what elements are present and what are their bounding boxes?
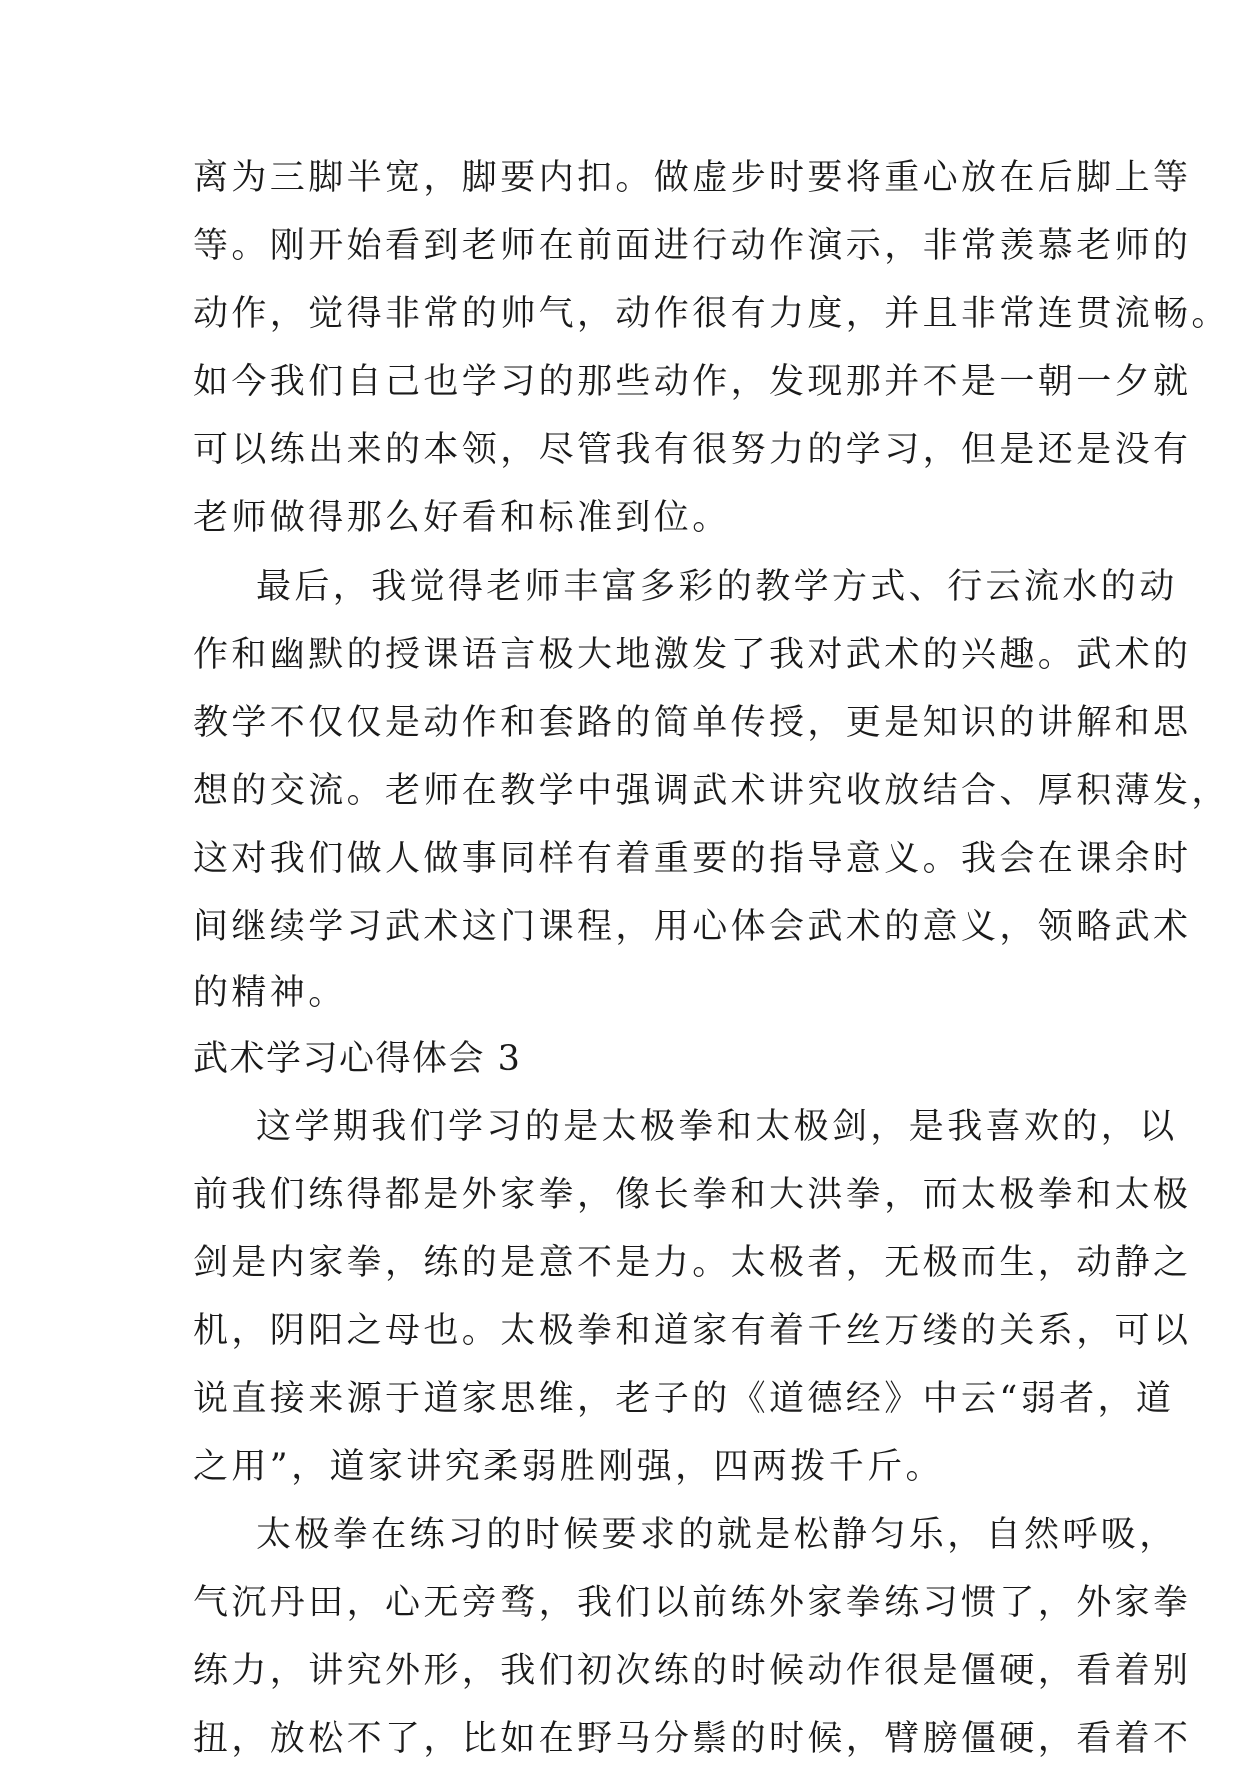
- section-heading: 武术学习心得体会 3: [193, 1039, 522, 1079]
- text-line: 练力，讲究外形，我们初次练的时候动作很是僵硬，看着别: [193, 1651, 1192, 1691]
- text-line: 可以练出来的本领，尽管我有很努力的学习，但是还是没有: [193, 430, 1192, 470]
- text-line: 动作，觉得非常的帅气，动作很有力度，并且非常连贯流畅。: [193, 294, 1230, 334]
- text-line: 气沉丹田，心无旁骛，我们以前练外家拳练习惯了，外家拳: [193, 1583, 1192, 1623]
- text-line: 剑是内家拳，练的是意不是力。太极者，无极而生，动静之: [193, 1243, 1192, 1283]
- paragraph-first-line: 这学期我们学习的是太极拳和太极剑，是我喜欢的，以: [256, 1107, 1178, 1147]
- paragraph-first-line: 太极拳在练习的时候要求的就是松静匀乐，自然呼吸，: [256, 1515, 1178, 1555]
- paragraph-first-line: 最后，我觉得老师丰富多彩的教学方式、行云流水的动: [256, 567, 1178, 607]
- text-line: 如今我们自己也学习的那些动作，发现那并不是一朝一夕就: [193, 362, 1192, 402]
- text-line: 老师做得那么好看和标准到位。: [193, 498, 731, 538]
- text-line: 说直接来源于道家思维，老子的《道德经》中云“弱者，道: [193, 1379, 1175, 1419]
- text-line: 间继续学习武术这门课程，用心体会武术的意义，领略武术: [193, 907, 1192, 947]
- text-line: 这对我们做人做事同样有着重要的指导意义。我会在课余时: [193, 839, 1192, 879]
- text-line: 作和幽默的授课语言极大地激发了我对武术的兴趣。武术的: [193, 635, 1192, 675]
- text-line: 前我们练得都是外家拳，像长拳和大洪拳，而太极拳和太极: [193, 1175, 1192, 1215]
- text-line: 机，阴阳之母也。太极拳和道家有着千丝万缕的关系，可以: [193, 1311, 1192, 1351]
- text-line: 离为三脚半宽，脚要内扣。做虚步时要将重心放在后脚上等: [193, 158, 1192, 198]
- text-line: 的精神。: [193, 973, 347, 1013]
- text-line: 想的交流。老师在教学中强调武术讲究收放结合、厚积薄发，: [193, 771, 1230, 811]
- text-line: 扭，放松不了，比如在野马分鬃的时候，臂膀僵硬，看着不: [193, 1719, 1192, 1759]
- text-line: 之用”，道家讲究柔弱胜刚强，四两拨千斤。: [193, 1447, 944, 1487]
- text-line: 等。刚开始看到老师在前面进行动作演示，非常羡慕老师的: [193, 226, 1192, 266]
- text-line: 教学不仅仅是动作和套路的简单传授，更是知识的讲解和思: [193, 703, 1192, 743]
